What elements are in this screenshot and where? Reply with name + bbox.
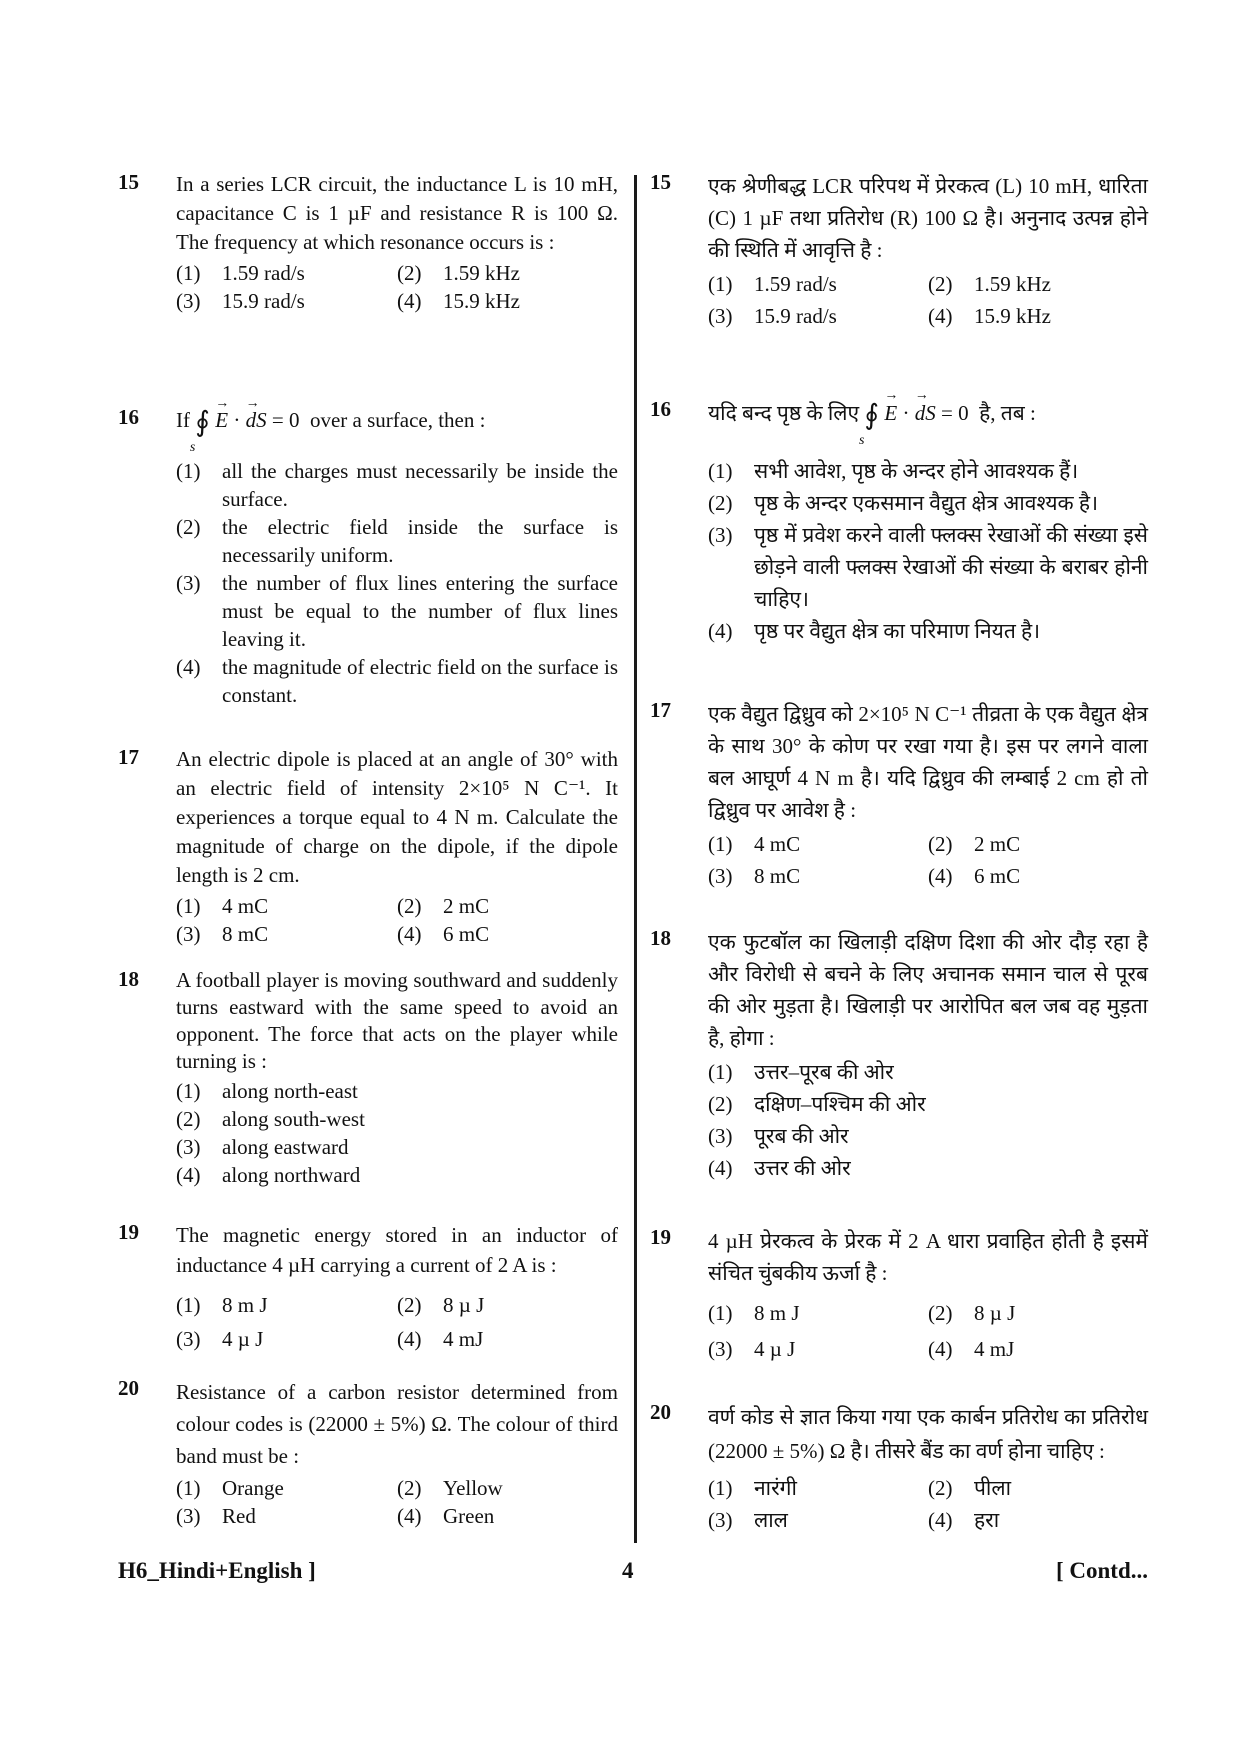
options [176,1474,618,1530]
option-1: (1) 1.59 rad/s [176,261,305,285]
question-number: 16 [118,405,139,429]
option-1: (1) 4 mC [176,894,269,918]
question-number: 18 [118,967,139,991]
option-2: (2) the electric field inside the surface is necessarily uniform. [176,515,618,567]
option-3: (3) the number of flux lines entering the surface must be equal to the number of flux lines leaving it. [176,571,618,651]
option-2: (2) 1.59 kHz [397,261,520,285]
option-1: (1) all the charges must necessarily be inside the surface. [176,459,618,511]
option-1: (1) उत्तर–पूरब की ओर [708,1060,894,1084]
question-15-en [118,170,618,315]
option-4: (4) 6 mC [397,922,490,946]
page-footer [118,1558,1148,1590]
option-3: (3) पूरब की ओर [708,1124,849,1148]
options [708,1295,1148,1367]
question-stem: एक श्रेणीबद्ध LCR परिपथ में प्रेरकत्व (L) 10 mH, धारिता (C) 1 µF तथा प्रतिरोध (R) 100 Ω है। अनुनाद उत्पन्न होने की स्थिति में आवृत्ति है : [708,174,1148,262]
option-4: (4) Green [397,1504,495,1528]
options [176,457,618,709]
question-stem: An electric dipole is placed at an angle of 30° with an electric field of intensity 2×10⁵ N C⁻¹. It experiences a torque equal to 4 N m. Calculate the magnitude of charge on the dipole, if the dipole length is 2 cm. [176,747,618,887]
option-3: (3) along eastward [176,1135,349,1159]
question-number: 19 [118,1220,139,1244]
option-3: (3) पृष्ठ में प्रवेश करने वाली फ्लक्स रेखाओं की संख्या इसे छोड़ने वाली फ्लक्स रेखाओं की संख्या के बराबर होनी चाहिए। [708,523,1148,611]
option-1: (1) 1.59 rad/s [708,272,837,296]
options [708,455,1148,647]
option-4: (4) उत्तर की ओर [708,1156,851,1180]
question-number: 17 [650,698,671,722]
option-1: (1) along north-east [176,1079,358,1103]
question-number: 16 [650,397,671,421]
option-3: (3) 4 µ J [708,1337,796,1361]
question-stem: एक फुटबॉल का खिलाड़ी दक्षिण दिशा की ओर दौड़ रहा है और विरोधी से बचने के लिए अचानक समान चाल से पूरब की ओर मुड़ता है। खिलाड़ी पर आरोपित बल जब वह मुड़ता है, होगा : [708,930,1148,1050]
question-number: 18 [650,926,671,950]
question-stem: If $∮_s\to E$ · → dS = 0 over a surface, then : [176,405,618,455]
question-number: 15 [650,170,671,194]
options [708,828,1148,892]
question-16-en [118,405,618,709]
surface-integral-equation: $∮_s\to E$ · → dS = 0 [864,397,968,433]
question-number: 20 [118,1376,139,1400]
option-4: (4) 4 mJ [928,1337,1015,1361]
option-2: (2) 8 µ J [397,1293,485,1317]
option-3: (3) 8 mC [708,864,801,888]
question-number: 17 [118,745,139,769]
option-4: (4) 15.9 kHz [928,304,1051,328]
option-4: (4) 4 mJ [397,1327,484,1351]
continued-note: [ Contd... [1055,1558,1148,1583]
surface-integral-equation: $∮_s\to E$ · → dS = 0 [195,405,299,438]
option-3: (3) 4 µ J [176,1327,264,1351]
option-4: (4) along northward [176,1163,361,1187]
option-1: (1) 8 m J [708,1301,800,1325]
options [708,268,1148,332]
option-2: (2) पीला [928,1476,1012,1500]
options [176,259,618,315]
option-3: (3) 8 mC [176,922,269,946]
option-3: (3) 15.9 rad/s [708,304,837,328]
option-4: (4) 6 mC [928,864,1021,888]
question-20-en [118,1376,618,1530]
options [176,892,618,948]
option-3: (3) Red [176,1504,256,1528]
option-1: (1) नारंगी [708,1476,797,1500]
option-1: (1) 8 m J [176,1293,268,1317]
option-2: (2) 1.59 kHz [928,272,1051,296]
option-2: (2) along south-west [176,1107,365,1131]
options [708,1056,1148,1184]
column-divider [634,175,637,1543]
option-2: (2) Yellow [397,1476,503,1500]
question-17-en [118,745,618,948]
options [708,1472,1148,1536]
page-number: 4 [622,1558,634,1583]
question-stem: The magnetic energy stored in an inductor of inductance 4 µH carrying a current of 2 A is : [176,1223,618,1277]
option-2: (2) 2 mC [397,894,490,918]
question-19-en [118,1220,618,1356]
option-4: (4) the magnitude of electric field on the surface is constant. [176,655,618,707]
question-number: 19 [650,1225,671,1249]
question-number: 15 [118,170,139,194]
option-1: (1) सभी आवेश, पृष्ठ के अन्दर होने आवश्यक हैं। [708,459,1079,483]
option-3: (3) 15.9 rad/s [176,289,305,313]
question-16-hi [650,397,1148,647]
options [176,1288,618,1356]
question-19-hi [650,1225,1148,1367]
option-1: (1) 4 mC [708,832,801,856]
option-2: (2) 8 µ J [928,1301,1016,1325]
question-18-hi [650,926,1148,1184]
question-17-hi [650,698,1148,892]
paper-code: H6_Hindi+English ] [118,1558,316,1583]
question-15-hi [650,170,1148,332]
option-4: (4) हरा [928,1508,1000,1532]
option-2: (2) 2 mC [928,832,1021,856]
question-stem: एक वैद्युत द्विध्रुव को 2×10⁵ N C⁻¹ तीव्रता के एक वैद्युत क्षेत्र के साथ 30° के कोण पर रखा गया है। इस पर लगने वाला बल आघूर्ण 4 N m है। यदि द्विध्रुव की लम्बाई 2 cm हो तो द्विध्रुव पर आवेश है : [708,702,1148,822]
question-stem: A football player is moving southward and suddenly turns eastward with the same speed to avoid an opponent. The force that acts on the player while turning is : [176,968,618,1073]
option-1: (1) Orange [176,1476,284,1500]
question-stem: 4 µH प्रेरकत्व के प्रेरक में 2 A धारा प्रवाहित होती है इसमें संचित चुंबकीय ऊर्जा है : [708,1229,1148,1285]
question-stem: वर्ण कोड से ज्ञात किया गया एक कार्बन प्रतिरोध का प्रतिरोध (22000 ± 5%) Ω है। तीसरे बैंड का वर्ण होना चाहिए : [708,1405,1148,1463]
option-2: (2) दक्षिण–पश्चिम की ओर [708,1092,926,1116]
question-18-en [118,967,618,1189]
option-4: (4) 15.9 kHz [397,289,520,313]
question-20-hi [650,1400,1148,1536]
question-stem: In a series LCR circuit, the inductance L is 10 mH, capacitance C is 1 µF and resistance R is 100 Ω. The frequency at which resonance occurs is : [176,172,618,254]
option-3: (3) लाल [708,1508,788,1532]
option-4: (4) पृष्ठ पर वैद्युत क्षेत्र का परिमाण नियत है। [708,619,1041,643]
question-number: 20 [650,1400,671,1424]
question-stem: यदि बन्द पृष्ठ के लिए $∮_s\to E$ · → dS = 0 है, तब : [708,397,1148,453]
option-2: (2) पृष्ठ के अन्दर एकसमान वैद्युत क्षेत्र आवश्यक है। [708,491,1099,515]
options [176,1077,618,1189]
question-stem: Resistance of a carbon resistor determined from colour codes is (22000 ± 5%) Ω. The colour of third band must be : [176,1380,618,1468]
